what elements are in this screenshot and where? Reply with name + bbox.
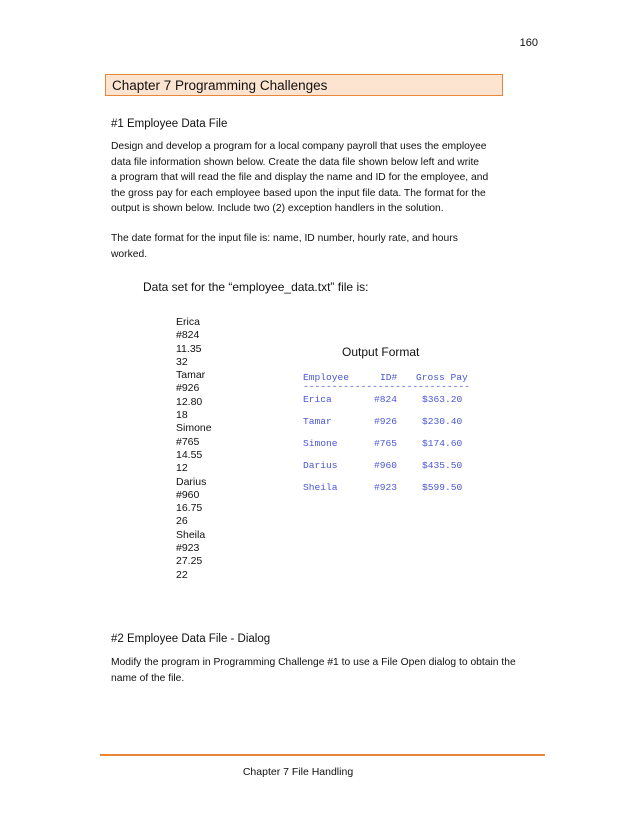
text-line: worked. [111, 248, 148, 260]
footer-chapter-title: Chapter 7 File Handling [242, 766, 354, 778]
employee-id: #960 [374, 460, 398, 471]
data-line: 27.25 [176, 555, 203, 568]
output-row [303, 482, 463, 526]
input-format-description [111, 231, 521, 262]
challenge-1-description [111, 139, 521, 217]
data-line: 11.35 [176, 342, 202, 355]
data-line: 12.80 [176, 395, 203, 408]
data-line: #926 [176, 382, 200, 395]
data-line: 32 [176, 355, 188, 368]
data-line: 14.55 [176, 448, 203, 461]
data-line: Erica [176, 316, 200, 328]
employee-id: #765 [374, 438, 398, 449]
text-line: Design and develop a program for a local company payroll that uses the employee [111, 141, 487, 152]
text-line: name of the file. [111, 672, 185, 684]
employee-id: #926 [374, 416, 398, 427]
chapter-title: Chapter 7 Programming Challenges [105, 74, 503, 96]
text-line: Modify the program in Programming Challenge #1 to use a File Open dialog to obtain the [111, 657, 516, 668]
data-line: 18 [176, 409, 188, 422]
column-header: Employee [303, 372, 350, 383]
data-file-contents [176, 316, 212, 582]
data-line: 22 [176, 568, 188, 581]
data-line: Darius [176, 475, 207, 488]
employee-id: #824 [374, 394, 398, 405]
data-line: 12 [176, 462, 188, 475]
employee-name: Erica [303, 394, 332, 405]
data-line: #923 [176, 542, 200, 555]
employee-name: Tamar [303, 416, 332, 427]
employee-name: Sheila [303, 482, 338, 493]
text-line: output is shown below. Include two (2) exception handlers in the solution. [111, 203, 444, 215]
footer-divider [100, 754, 545, 756]
data-line: #765 [176, 435, 200, 448]
page-number: 160 [519, 37, 538, 49]
data-line: Tamar [176, 369, 206, 382]
employee-name: Simone [303, 438, 338, 449]
challenge-2-heading: #2 Employee Data File - Dialog [111, 633, 271, 645]
gross-pay: $435.50 [422, 460, 463, 471]
text-line: The date format for the input file is: name, ID number, hourly rate, and hours [111, 233, 458, 244]
challenge-1-heading: #1 Employee Data File [111, 118, 228, 130]
output-divider: ----------------------------- [303, 381, 470, 392]
text-line: a program that will read the file and display the name and ID for the employee, and [111, 172, 489, 184]
column-header: ID# [380, 372, 398, 383]
challenge-2-description [111, 655, 521, 686]
gross-pay: $363.20 [422, 394, 463, 405]
data-line: 16.75 [176, 502, 203, 515]
text-line: the gross pay for each employee based upon the input file data. The format for the [111, 187, 486, 199]
column-header: Gross Pay [416, 372, 468, 383]
data-line: #824 [176, 329, 200, 342]
output-format-title: Output Format [342, 345, 420, 359]
data-line: Sheila [176, 528, 206, 541]
employee-name: Darius [303, 460, 338, 471]
employee-id: #923 [374, 482, 398, 493]
gross-pay: $599.50 [422, 482, 463, 493]
data-line: #960 [176, 488, 200, 501]
data-line: Simone [176, 422, 212, 435]
gross-pay: $230.40 [422, 416, 463, 427]
data-line: 26 [176, 515, 188, 528]
dataset-title: Data set for the “employee_data.txt” file is: [143, 280, 369, 294]
gross-pay: $174.60 [422, 438, 463, 449]
text-line: data file information shown below. Create the data file shown below left and write [111, 156, 480, 168]
